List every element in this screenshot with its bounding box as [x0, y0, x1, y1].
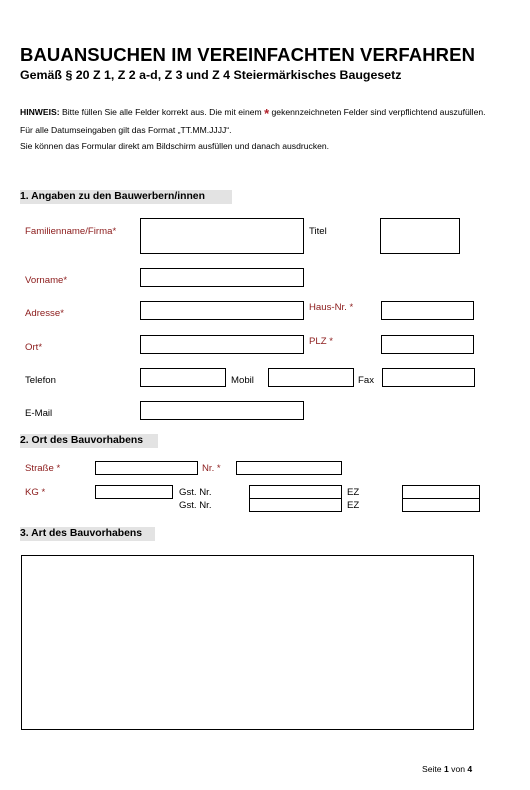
project-type-textarea[interactable] [21, 555, 474, 730]
fax-field[interactable] [382, 368, 475, 387]
hint-text-3: Sie können das Formular direkt am Bildschirm ausfüllen und danach ausdrucken. [20, 141, 330, 151]
familienname-label: Familienname/Firma* [25, 226, 117, 237]
gstnr-field[interactable] [249, 485, 342, 512]
kg-label: KG * [25, 487, 46, 498]
section-heading-project-type: 3. Art des Bauvorhabens [20, 527, 155, 541]
ort-field[interactable] [140, 335, 304, 354]
gstnr-divider [250, 498, 341, 499]
hint-label: HINWEIS: [20, 107, 60, 117]
titel-field[interactable] [380, 218, 460, 254]
vorname-label: Vorname* [25, 275, 68, 286]
titel-label: Titel [309, 226, 327, 237]
page-number: Seite 1 von 4 [422, 764, 473, 774]
ez-label-2: EZ [347, 500, 360, 511]
strasse-label: Straße * [25, 463, 61, 474]
vorname-field[interactable] [140, 268, 304, 287]
ez-divider [403, 498, 479, 499]
section-heading-applicants: 1. Angaben zu den Bauwerbern/innen [20, 190, 232, 204]
familienname-field[interactable] [140, 218, 304, 254]
telefon-label: Telefon [25, 375, 56, 386]
required-star-icon: * [264, 106, 270, 121]
mobil-label: Mobil [231, 375, 254, 386]
email-label: E-Mail [25, 408, 53, 419]
fax-label: Fax [358, 375, 374, 386]
nr-field[interactable] [236, 461, 342, 475]
strasse-field[interactable] [95, 461, 198, 475]
ez-field[interactable] [402, 485, 480, 512]
section-heading-location: 2. Ort des Bauvorhabens [20, 434, 158, 448]
hint-text-1: Bitte füllen Sie alle Felder korrekt aus. Die mit einem [62, 107, 262, 117]
page-subtitle: Gemäß § 20 Z 1, Z 2 a-d, Z 3 und Z 4 Steiermärkisches Baugesetz [20, 68, 402, 82]
adresse-label: Adresse* [25, 308, 64, 319]
telefon-field[interactable] [140, 368, 226, 387]
adresse-field[interactable] [140, 301, 304, 320]
gstnr-label-2: Gst. Nr. [179, 500, 212, 511]
hint-text [20, 104, 490, 154]
page-title: BAUANSUCHEN IM VEREINFACHTEN VERFAHREN [20, 44, 476, 65]
hausnr-label: Haus-Nr. * [309, 302, 354, 313]
gstnr-label-1: Gst. Nr. [179, 487, 212, 498]
plz-field[interactable] [381, 335, 474, 354]
mobil-field[interactable] [268, 368, 354, 387]
hint-text-2: gekennzeichneten Felder sind verpflichtend auszufüllen. Für alle Datumseingaben gilt das Format „TT.MM.JJJJ“. [20, 107, 486, 135]
plz-label: PLZ * [309, 336, 334, 347]
ort-label: Ort* [25, 342, 43, 353]
email-field[interactable] [140, 401, 304, 420]
nr-label: Nr. * [202, 463, 221, 474]
ez-label-1: EZ [347, 487, 360, 498]
hausnr-field[interactable] [381, 301, 474, 320]
kg-field[interactable] [95, 485, 173, 499]
